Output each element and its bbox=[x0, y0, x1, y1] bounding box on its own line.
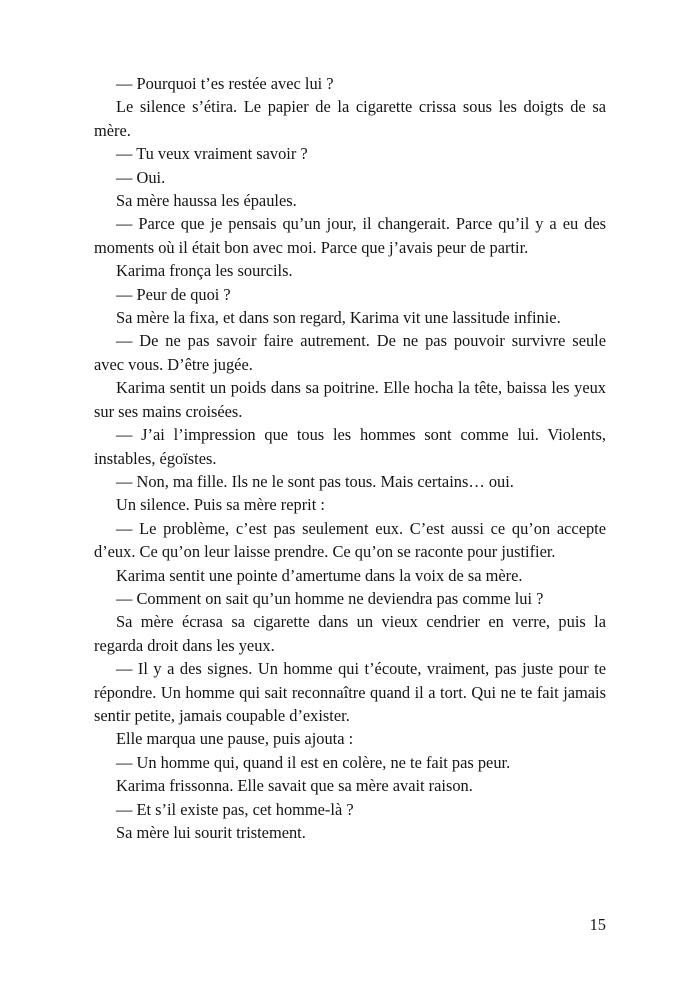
paragraph: Karima sentit une pointe d’amertume dans la voix de sa mère. bbox=[116, 565, 523, 585]
paragraph: — Tu veux vraiment savoir ? bbox=[116, 144, 308, 164]
page-number: 15 bbox=[589, 915, 606, 934]
paragraph: Sa mère lui sourit tristement. bbox=[116, 823, 306, 842]
paragraph: — De ne pas savoir faire autrement. De ne pas pouvoir survivre seule avec vous. D’être jugée. bbox=[94, 331, 606, 374]
paragraph: — Non, ma fille. Ils ne le sont pas tous. Mais certains… oui. bbox=[116, 471, 514, 491]
body-text bbox=[94, 72, 606, 844]
paragraph: — Le problème, c’est pas seulement eux. C’est aussi ce qu’on accepte d’eux. Ce qu’on leur laisse prendre. Ce qu’on se raconte pour justifier. bbox=[94, 518, 606, 562]
paragraph: Sa mère écrasa sa cigarette dans un vieux cendrier en verre, puis la regarda droit dans les yeux. bbox=[94, 612, 606, 655]
paragraph: Karima fronça les sourcils. bbox=[116, 261, 293, 281]
paragraph: — Il y a des signes. Un homme qui t’écoute, vraiment, pas juste pour te répondre. Un homme qui sait reconnaître quand il a tort. Qui ne te fait jamais sentir petite, jamais coupable d’exister. bbox=[94, 659, 606, 725]
paragraph: — Un homme qui, quand il est en colère, ne te fait pas peur. bbox=[116, 752, 511, 772]
paragraph: — Et s’il existe pas, cet homme-là ? bbox=[116, 799, 354, 819]
paragraph: — Pourquoi t’es restée avec lui ? bbox=[116, 74, 334, 93]
paragraph: Elle marqua une pause, puis ajouta : bbox=[116, 729, 354, 749]
paragraph: Karima sentit un poids dans sa poitrine. Elle hocha la tête, baissa les yeux sur ses mains croisées. bbox=[94, 378, 606, 421]
paragraph: — Comment on sait qu’un homme ne deviendra pas comme lui ? bbox=[116, 588, 544, 608]
paragraph: — J’ai l’impression que tous les hommes sont comme lui. Violents, instables, égoïstes. bbox=[94, 425, 606, 468]
paragraph: Le silence s’étira. Le papier de la cigarette crissa sous les doigts de sa mère. bbox=[94, 97, 606, 140]
paragraph: — Parce que je pensais qu’un jour, il changerait. Parce qu’il y a eu des moments où il était bon avec moi. Parce que j’avais peur de partir. bbox=[94, 214, 606, 257]
paragraph: Un silence. Puis sa mère reprit : bbox=[116, 495, 325, 515]
paragraph: — Oui. bbox=[116, 167, 166, 187]
paragraph: Sa mère haussa les épaules. bbox=[116, 191, 297, 211]
paragraph: Karima frissonna. Elle savait que sa mère avait raison. bbox=[116, 776, 473, 796]
paragraph: — Peur de quoi ? bbox=[116, 284, 231, 304]
paragraph: Sa mère la fixa, et dans son regard, Karima vit une lassitude infinie. bbox=[116, 308, 561, 328]
